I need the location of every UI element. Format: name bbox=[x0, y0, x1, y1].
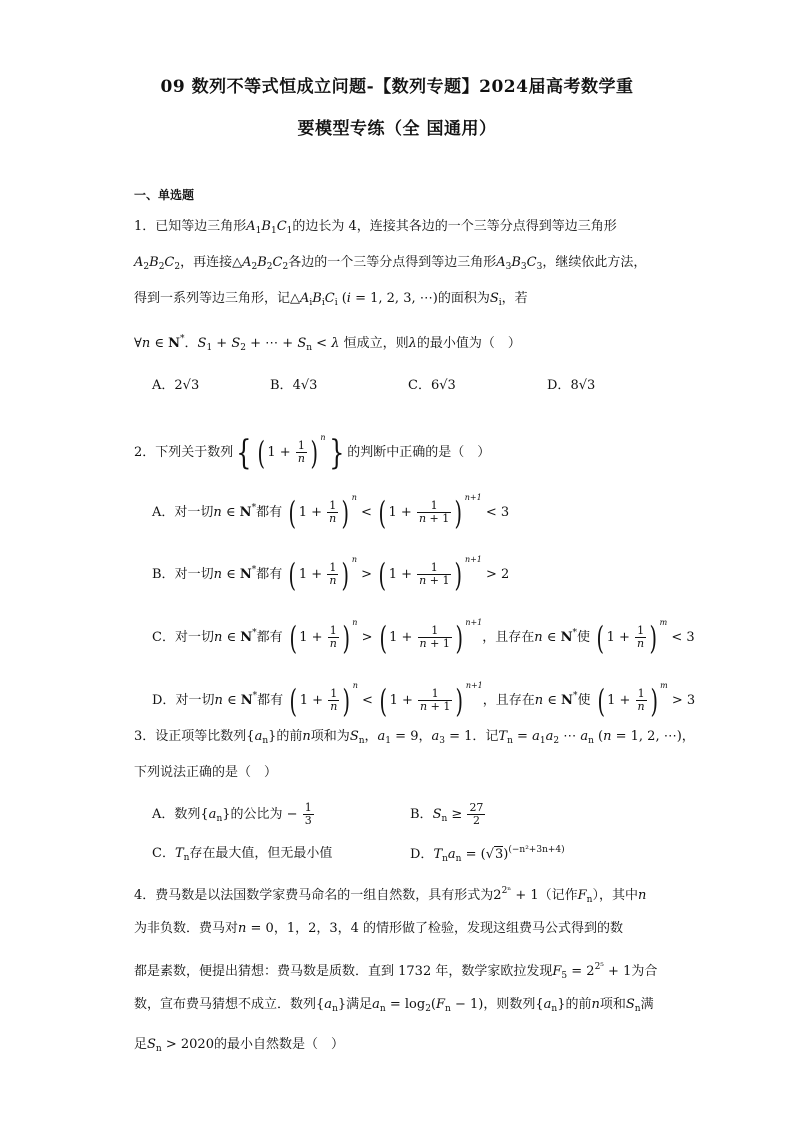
q1-line-3: 得到一系列等边三角形，记$\triangle A_iB_iC_i$ (i = 1, 2, 3, ⋯)的面积为$S_i$，若 bbox=[134, 291, 528, 308]
q2-option-b[interactable]: B．对一切n ∈ N*都有 ( 1 + $\frac{1}{n}$ ) n > ( 1 + $\frac{1}{n + 1}$ ) n+1 > 2 bbox=[152, 555, 510, 594]
q4-line-5: 足$S_n > 2020$的最小自然数是（ ） bbox=[134, 1037, 344, 1054]
q3-option-b[interactable]: B．$S_n$ ≥ $\frac{27}{2}$ bbox=[410, 801, 484, 827]
q4-line-3: 都是素数，便提出猜想：费马数是质数．直到 1732 年，数学家欧拉发现$F_5 = 2^{2^5} + 1$为合 bbox=[134, 962, 658, 981]
q1-option-a-value: 2√3 bbox=[174, 378, 200, 393]
q1-option-a[interactable]: A．2√3 bbox=[152, 378, 200, 393]
q1-option-c[interactable]: C．6√3 bbox=[408, 378, 456, 393]
q4-line-2: 为非负数．费马对n = 0，1，2，3，4 的情形做了检验，发现这组费马公式得到的数 bbox=[134, 921, 624, 936]
q1-line-4: ∀n ∈ N*．$S_1 + S_2$ + ⋯ + $S_n < \lambda$ 恒成立，则λ的最小值为（ ） bbox=[134, 334, 521, 353]
q3-line-2: 下列说法正确的是（ ） bbox=[134, 765, 278, 780]
q1-option-d-value: 8√3 bbox=[570, 378, 596, 393]
q2-option-c[interactable]: C．对一切n ∈ N*都有 ( 1 + $\frac{1}{n}$ ) n > ( 1 + $\frac{1}{n + 1}$ ) n+1，且存在n ∈ N*使 ( 1 + $\frac{1}{n}$ ) m < 3 bbox=[152, 618, 695, 657]
section-heading: 一、单选题 bbox=[134, 188, 195, 202]
q2-option-a[interactable]: A．对一切n ∈ N*都有 ( 1 + $\frac{1}{n}$ ) n < ( 1 + $\frac{1}{n + 1}$ ) n+1 < 3 bbox=[152, 493, 510, 532]
q1-option-c-value: 6√3 bbox=[430, 378, 456, 393]
q3-option-a[interactable]: A．数列$\{a_n\}$的公比为 − $\frac{1}{3}$ bbox=[152, 801, 312, 827]
q3-option-c[interactable]: C．$T_n$存在最大值，但无最小值 bbox=[152, 846, 333, 863]
q2-stem: 2．下列关于数列{ ( 1 + $\frac{1}{n}$ ) n} 的判断中正确的是（ ） bbox=[134, 432, 491, 473]
q4-line-1: 4．费马数是以法国数学家费马命名的一组自然数，具有形式为$2^{2^n} + 1$（记作$F_n$），其中n bbox=[134, 886, 647, 905]
q1-line-2: $A_2B_2C_2$，再连接$\triangle A_2B_2C_2$各边的一个三等分点得到等边三角形$A_3B_3C_3$，继续依此方法， bbox=[134, 255, 647, 272]
q3-option-d[interactable]: D．$T_na_n = (√3)^{(-n^2+3n+4)}$ bbox=[410, 845, 565, 864]
q2-option-d[interactable]: D．对一切n ∈ N*都有 ( 1 + $\frac{1}{n}$ ) n < ( 1 + $\frac{1}{n + 1}$ ) n+1，且存在n ∈ N*使 ( 1 + $\frac{1}{n}$ ) m > 3 bbox=[152, 681, 696, 720]
q3-line-1: 3．设正项等比数列$\{a_n\}$的前n项和为$S_n$，$a_1 = 9$，$a_3 = 1$．记$T_n = a_1a_2$ ⋯ $a_n$ (n = 1, 2, ⋯)， bbox=[134, 729, 695, 746]
q1-option-b[interactable]: B．4√3 bbox=[270, 378, 318, 393]
q1-line-1: 1．已知等边三角形$A_1B_1C_1$的边长为 4，连接其各边的一个三等分点得到等边三角形 bbox=[134, 219, 617, 236]
q1-option-b-value: 4√3 bbox=[292, 378, 318, 393]
q1-option-d[interactable]: D．8√3 bbox=[547, 378, 596, 393]
document-title-line2: 要模型专练（全 国通用） bbox=[297, 119, 497, 139]
document-title-line1: 09 数列不等式恒成立问题-【数列专题】2024届高考数学重 bbox=[160, 77, 634, 97]
q4-line-4: 数，宣布费马猜想不成立．数列$\{a_n\}$满足$a_n = \log_2(F_n - 1)$，则数列$\{a_n\}$的前n项和$S_n$满 bbox=[134, 997, 654, 1014]
